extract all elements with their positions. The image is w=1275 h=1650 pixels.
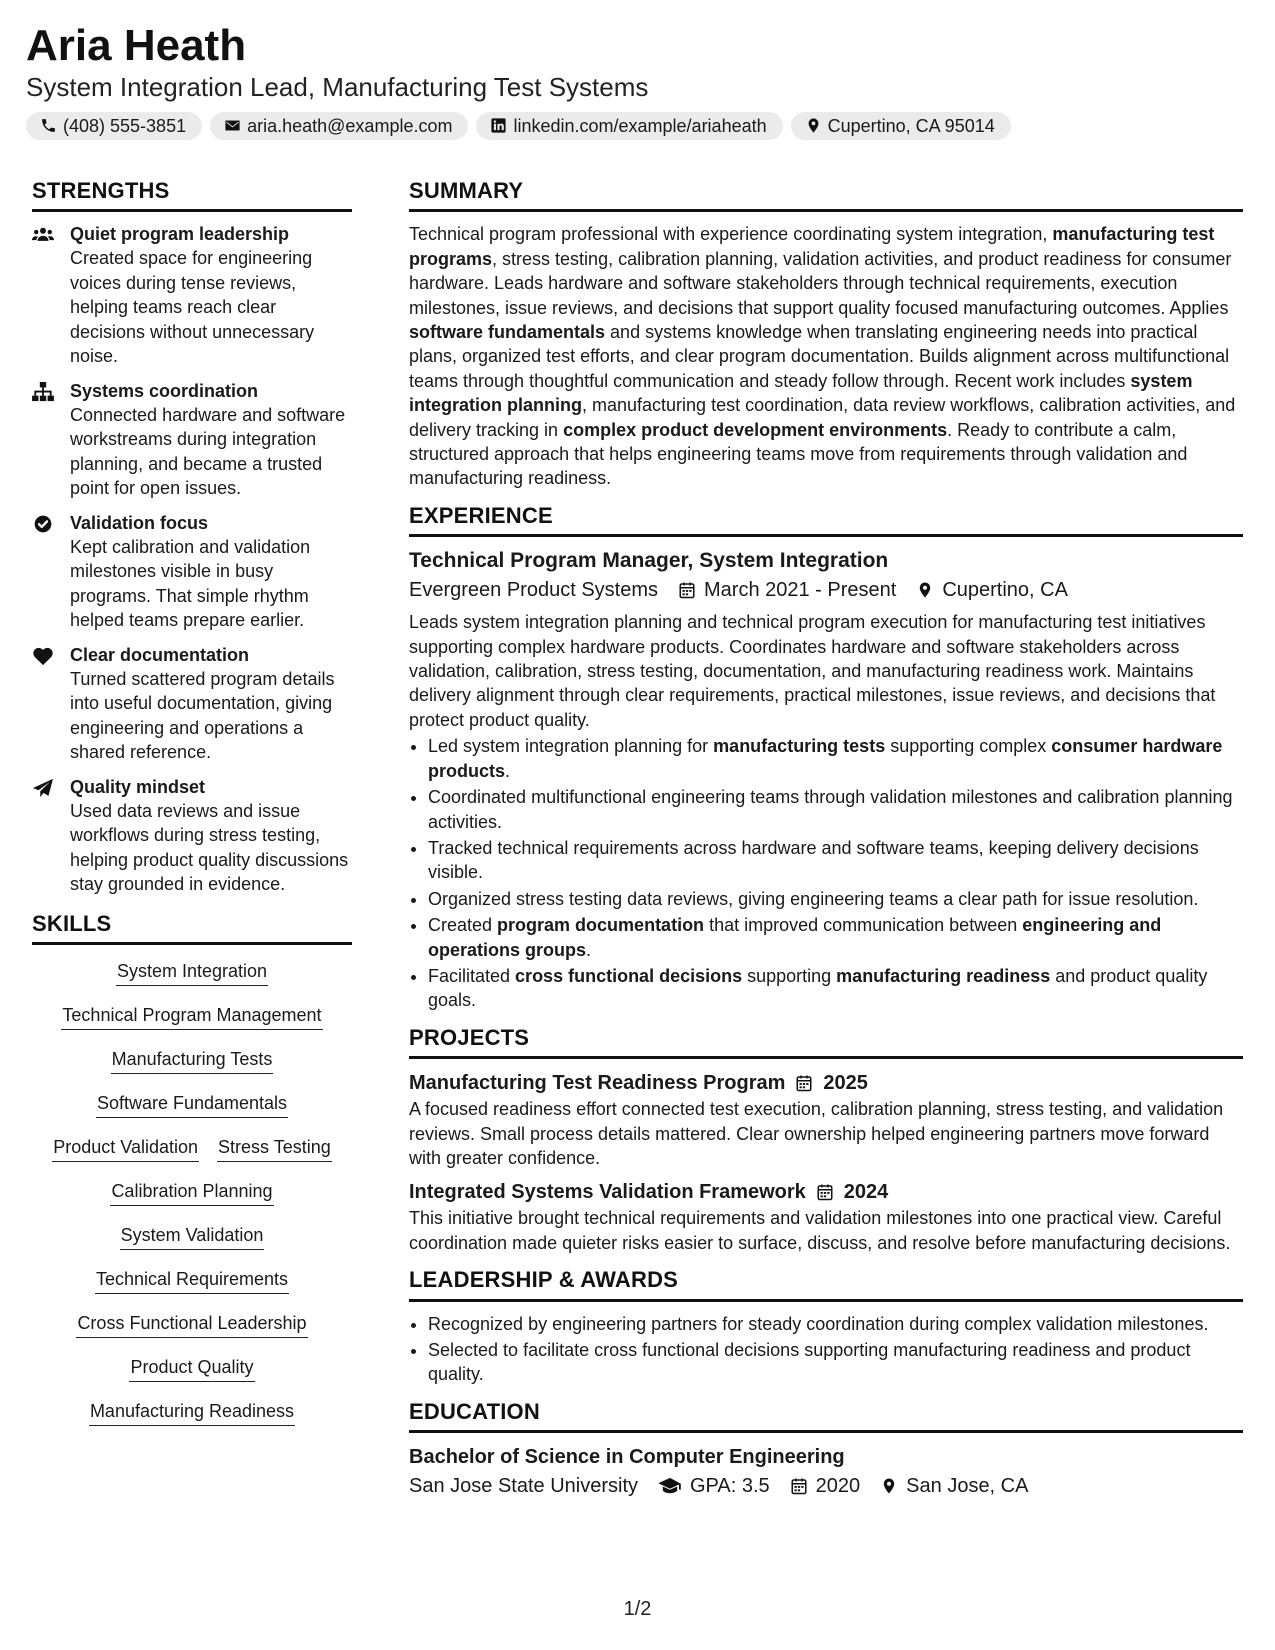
job-bullets — [409, 734, 1243, 1012]
calendar-icon — [790, 1477, 808, 1495]
job-bullet: • Organized stress testing data reviews, giving engineering teams a clear path for issue resolution. — [428, 887, 1243, 911]
heart-icon — [32, 646, 54, 666]
emphasis-text: manufacturing test programs — [409, 224, 1215, 269]
project-year: 2024 — [843, 1181, 889, 1204]
project-description: A focused readiness effort connected test execution, calibration planning, stress testing, and validation reviews. Small process details mattered. Clear ownership helped engineering partners move forward with greater confidence. — [409, 1099, 1224, 1168]
strength-item — [32, 511, 352, 633]
sitemap-icon — [32, 382, 54, 402]
skill-tag: System Integration — [116, 959, 268, 986]
project-item — [409, 1178, 1243, 1255]
right-column — [409, 178, 1243, 1506]
school-name: San Jose State University — [409, 1475, 638, 1498]
page-number: 1/2 — [623, 1598, 652, 1620]
project-title: Manufacturing Test Readiness Program — [409, 1072, 786, 1095]
education-heading: EDUCATION — [409, 1399, 1243, 1433]
strength-title: Systems coordination — [70, 380, 259, 401]
skill-tag: Product Quality — [129, 1355, 254, 1382]
strength-item — [32, 379, 352, 501]
contact-email[interactable] — [210, 112, 468, 140]
job-description: Leads system integration planning and technical program execution for manufacturing test initiatives supporting complex hardware products. Coordinates hardware and software stakeholders across validation, calibration, stress testing, documentation, and manufacturing readiness work. Maintains delivery alignment through clear requirements, practical milestones, issue reviews, and decisions that protect product quality. — [409, 612, 1216, 730]
strengths-heading: STRENGTHS — [32, 178, 352, 212]
emphasis-text: manufacturing tests — [713, 736, 886, 757]
skill-tag: Manufacturing Tests — [111, 1047, 274, 1074]
experience-heading: EXPERIENCE — [409, 503, 1243, 537]
emphasis-text: cross functional decisions — [515, 965, 743, 986]
project-year: 2025 — [823, 1072, 868, 1095]
resume-header — [26, 22, 1249, 140]
graduation-year: 2020 — [815, 1475, 861, 1498]
job-bullet: • Led system integration planning for manufacturing tests supporting complex consumer hardware products. — [428, 734, 1243, 783]
job-title: Technical Program Manager, System Integration — [409, 549, 889, 573]
project-title: Integrated Systems Validation Framework — [409, 1181, 806, 1204]
skill-tag: Cross Functional Leadership — [76, 1311, 307, 1338]
education-meta — [409, 1472, 1243, 1500]
skill-tag: Technical Program Management — [61, 1003, 322, 1030]
job-meta — [409, 576, 1243, 604]
contact-location-text: Cupertino, CA 95014 — [827, 115, 995, 136]
leadership-item: • Recognized by engineering partners for steady coordination during complex validation milestones. — [428, 1312, 1243, 1336]
skill-tag: System Validation — [120, 1223, 265, 1250]
school-location: San Jose, CA — [906, 1475, 1029, 1498]
left-column — [32, 178, 352, 1443]
strength-item — [32, 643, 352, 765]
strength-description: Kept calibration and validation milestones visible in busy programs. That simple rhythm helped teams prepare earlier. — [70, 536, 311, 631]
project-item — [409, 1069, 1243, 1170]
project-description: This initiative brought technical requirements and validation milestones into one practical view. Careful coordination made quieter risks easier to surface, discuss, and resolve before manufacturing decisions. — [409, 1208, 1231, 1253]
users-icon — [32, 225, 54, 245]
job-location: Cupertino, CA — [942, 579, 1068, 602]
skill-tag: Manufacturing Readiness — [89, 1399, 295, 1426]
location-pin-icon — [805, 117, 822, 134]
skill-tag: Product Validation — [52, 1135, 199, 1162]
degree-title: Bachelor of Science in Computer Engineering — [409, 1446, 845, 1469]
emphasis-text: system integration planning — [409, 370, 1193, 416]
emphasis-text: engineering and operations groups — [428, 915, 1162, 960]
strength-description: Connected hardware and software workstreams during integration planning, and became a trusted point for open issues. — [70, 404, 346, 499]
contact-bar — [26, 112, 1249, 140]
summary-text: Technical program professional with experience coordinating system integration, manufacturing test programs, stress testing, calibration planning, validation activities, and product readiness for consumer hardware. Leads hardware and software stakeholders through technical requirements, execution milestones, issue reviews, and decisions that support quality focused manufacturing outcomes. Applies software fundamentals and systems knowledge when translating engineering needs into practical plans, organized test efforts, and clear program documentation. Builds alignment across multifunctional teams through thoughtful communication and steady follow through. Recent work includes system integration planning, manufacturing test coordination, data review workflows, calibration activities, and delivery tracking in complex product development environments. Ready to contribute a calm, structured approach that helps engineering teams move from requirements through validation and manufacturing readiness. — [409, 224, 1236, 489]
job-bullet: • Coordinated multifunctional engineering teams through validation milestones and calibration planning activities. — [428, 785, 1243, 834]
calendar-icon — [678, 581, 696, 599]
leadership-heading: LEADERSHIP & AWARDS — [409, 1267, 1243, 1301]
skill-tag: Stress Testing — [217, 1135, 332, 1162]
strength-item — [32, 775, 352, 897]
emphasis-text: complex product development environments — [563, 419, 948, 440]
skill-tag: Software Fundamentals — [96, 1091, 288, 1118]
location-pin-icon — [880, 1477, 898, 1495]
location-pin-icon — [916, 581, 934, 599]
contact-linkedin-text: linkedin.com/example/ariaheath — [513, 115, 767, 136]
strength-title: Quality mindset — [70, 776, 206, 797]
strength-item — [32, 222, 352, 369]
check-circle-icon — [32, 514, 54, 534]
job-bullet: • Facilitated cross functional decisions supporting manufacturing readiness and product quality goals. — [428, 964, 1243, 1013]
contact-phone-text: (408) 555-3851 — [63, 115, 187, 136]
strength-title: Validation focus — [70, 512, 209, 533]
strength-description: Used data reviews and issue workflows during stress testing, helping product quality discussions stay grounded in evidence. — [70, 800, 349, 895]
skill-tag: Calibration Planning — [110, 1179, 273, 1206]
phone-icon — [40, 117, 57, 134]
summary-heading: SUMMARY — [409, 178, 1243, 212]
gpa: GPA: 3.5 — [690, 1475, 770, 1498]
leadership-item: • Selected to facilitate cross functional decisions supporting manufacturing readiness and product quality. — [428, 1338, 1243, 1387]
job-bullet: • Tracked technical requirements across hardware and software teams, keeping delivery decisions visible. — [428, 836, 1243, 885]
emphasis-text: consumer hardware products — [428, 736, 1223, 781]
leadership-list — [409, 1312, 1243, 1387]
emphasis-text: manufacturing readiness — [836, 965, 1051, 986]
calendar-icon — [816, 1183, 834, 1201]
job-bullet: • Created program documentation that improved communication between engineering and operations groups. — [428, 913, 1243, 962]
projects-heading: PROJECTS — [409, 1025, 1243, 1059]
envelope-icon — [224, 117, 241, 134]
skills-heading: SKILLS — [32, 911, 352, 945]
contact-location[interactable] — [791, 112, 1011, 140]
company-name: Evergreen Product Systems — [409, 579, 658, 602]
calendar-icon — [795, 1074, 813, 1092]
graduation-cap-icon — [658, 1477, 682, 1495]
contact-linkedin[interactable] — [476, 112, 782, 140]
emphasis-text: program documentation — [497, 915, 705, 936]
job-dates: March 2021 - Present — [704, 579, 897, 602]
strength-title: Quiet program leadership — [70, 224, 290, 245]
strength-description: Created space for engineering voices during tense reviews, helping teams reach clear decisions without unnecessary noise. — [70, 248, 315, 367]
linkedin-icon — [490, 117, 507, 134]
strength-title: Clear documentation — [70, 644, 250, 665]
emphasis-text: software fundamentals — [409, 322, 606, 343]
skill-tag: Technical Requirements — [95, 1267, 289, 1294]
strength-description: Turned scattered program details into useful documentation, giving engineering and operations a shared reference. — [70, 668, 335, 763]
contact-email-text: aria.heath@example.com — [247, 115, 453, 136]
paper-plane-icon — [32, 778, 54, 798]
contact-phone[interactable] — [26, 112, 202, 140]
skills-list — [32, 955, 352, 1443]
candidate-name: Aria Heath — [26, 21, 247, 70]
candidate-title: System Integration Lead, Manufacturing Test Systems — [26, 72, 649, 103]
